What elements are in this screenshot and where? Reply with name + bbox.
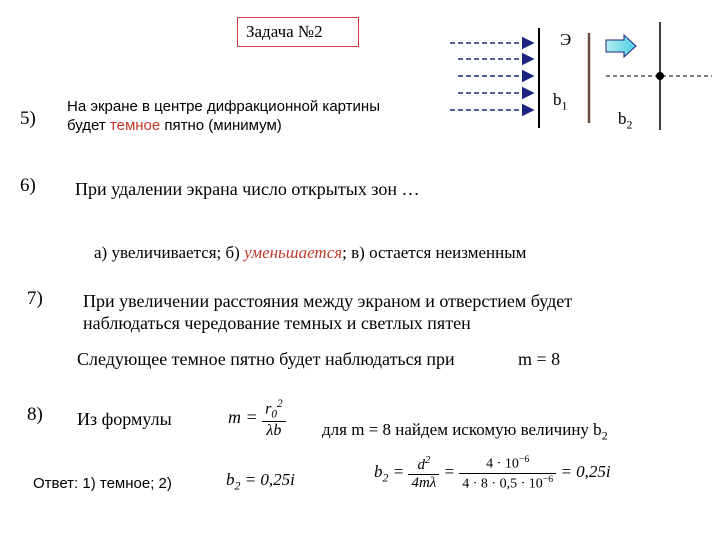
item-5-text xyxy=(67,97,380,135)
formula-m: m = $\frac{r_0^2}{\lambda b}$ xyxy=(228,398,286,440)
item-6-text: При удалении экрана число открытых зон … xyxy=(75,179,420,199)
item-5-number: 5) xyxy=(20,108,36,129)
item-7-line2: наблюдаться чередование темных и светлых пятен xyxy=(83,313,471,333)
item-8-number: 8) xyxy=(27,404,43,425)
item-6-number: 6) xyxy=(20,175,36,196)
from-formula-text: Из формулы xyxy=(77,409,172,429)
item-7-line1: При увеличении расстояния между экраном и отверстием будет xyxy=(83,291,573,311)
item-7-number: 7) xyxy=(27,288,43,309)
b1-label: $b_1$ xyxy=(553,90,568,113)
incident-rays xyxy=(450,43,533,110)
item-7-text xyxy=(83,290,572,334)
task-title: Задача №2 xyxy=(237,17,359,47)
item-5-line2: будет темное пятно (минимум) xyxy=(67,117,282,134)
observation-point xyxy=(656,72,664,80)
b2-label: $b_2$ xyxy=(618,109,633,132)
m-value: m = 8 xyxy=(518,349,561,369)
screen-label: Э xyxy=(560,30,572,49)
formula-b2-short: $b_2 = 0,25i$ xyxy=(226,470,295,493)
find-b2-text: для m = 8 найдем искомую величину $b_2$ xyxy=(322,420,608,443)
screen-move-arrow xyxy=(606,35,636,57)
answer-text: Ответ: 1) темное; 2) xyxy=(33,475,172,492)
answer-options: а) увеличивается; б) уменьшается; в) остается неизменным xyxy=(94,243,527,262)
item-5-line1: На экране в центре дифракционной картины xyxy=(67,98,380,115)
formula-b2-long: $b_2$ = $\frac{d^2}{4m\lambda}$ = $\frac{4 \cdot 10^{-6}}{4 \cdot 8 \cdot 0,5 \cdot 10^{-6}}$ = 0,25i xyxy=(374,454,611,492)
next-dark-spot-text: Следующее темное пятно будет наблюдаться при xyxy=(77,349,455,369)
